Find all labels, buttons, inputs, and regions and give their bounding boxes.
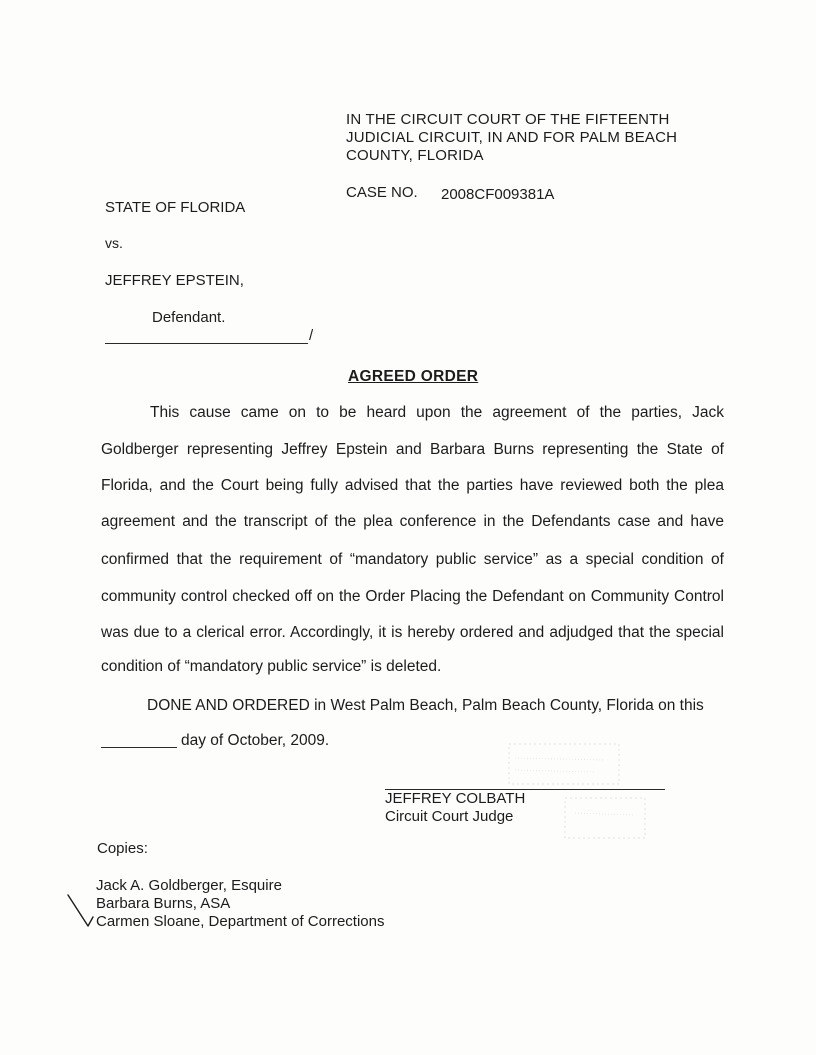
body-line: Goldberger representing Jeffrey Epstein and Barbara Burns representing the State of [101, 441, 724, 458]
body-line: condition of “mandatory public service” is deleted. [101, 658, 442, 675]
defendant-name: JEFFREY EPSTEIN, [105, 272, 244, 289]
done-and-ordered-line: DONE AND ORDERED in West Palm Beach, Palm Beach County, Florida on this [147, 697, 704, 714]
body-line: agreement and the transcript of the plea conference in the Defendants case and have [101, 513, 724, 530]
body-line: confirmed that the requirement of “mandatory public service” as a special condition of [101, 551, 724, 568]
body-line: community control checked off on the Order Placing the Defendant on Community Control [101, 588, 724, 605]
court-header-line: IN THE CIRCUIT COURT OF THE FIFTEENTH [346, 111, 670, 128]
court-header-line: JUDICIAL CIRCUIT, IN AND FOR PALM BEACH [346, 129, 678, 146]
plaintiff-name: STATE OF FLORIDA [105, 199, 246, 216]
case-number-label: CASE NO. [346, 184, 418, 201]
court-header [346, 111, 726, 165]
body-line: This cause came on to be heard upon the agreement of the parties, Jack [150, 404, 724, 421]
faint-stamp-mark [505, 738, 655, 848]
handwritten-check-icon [66, 893, 96, 933]
court-header-line: COUNTY, FLORIDA [346, 147, 484, 164]
case-number: 2008CF009381A [441, 186, 555, 203]
copies-list [96, 877, 384, 931]
judge-title: Circuit Court Judge [385, 808, 514, 825]
body-line: was due to a clerical error. Accordingly, it is hereby ordered and adjudged that the special [101, 624, 724, 641]
document-title: AGREED ORDER [348, 368, 479, 385]
caption-slash: / [309, 327, 314, 344]
copy-recipient: Barbara Burns, ASA [96, 895, 231, 912]
copy-recipient: Jack A. Goldberger, Esquire [96, 877, 282, 894]
judge-name: JEFFREY COLBATH [385, 790, 526, 807]
caption-divider [105, 343, 308, 344]
defendant-role: Defendant. [152, 309, 226, 326]
versus-label: vs. [105, 235, 123, 251]
date-blank-line [101, 747, 177, 748]
body-line: Florida, and the Court being fully advised that the parties have reviewed both the plea [101, 477, 724, 494]
copy-recipient: Carmen Sloane, Department of Corrections [96, 913, 385, 930]
copies-label: Copies: [97, 840, 148, 857]
order-date-text: day of October, 2009. [181, 732, 330, 749]
